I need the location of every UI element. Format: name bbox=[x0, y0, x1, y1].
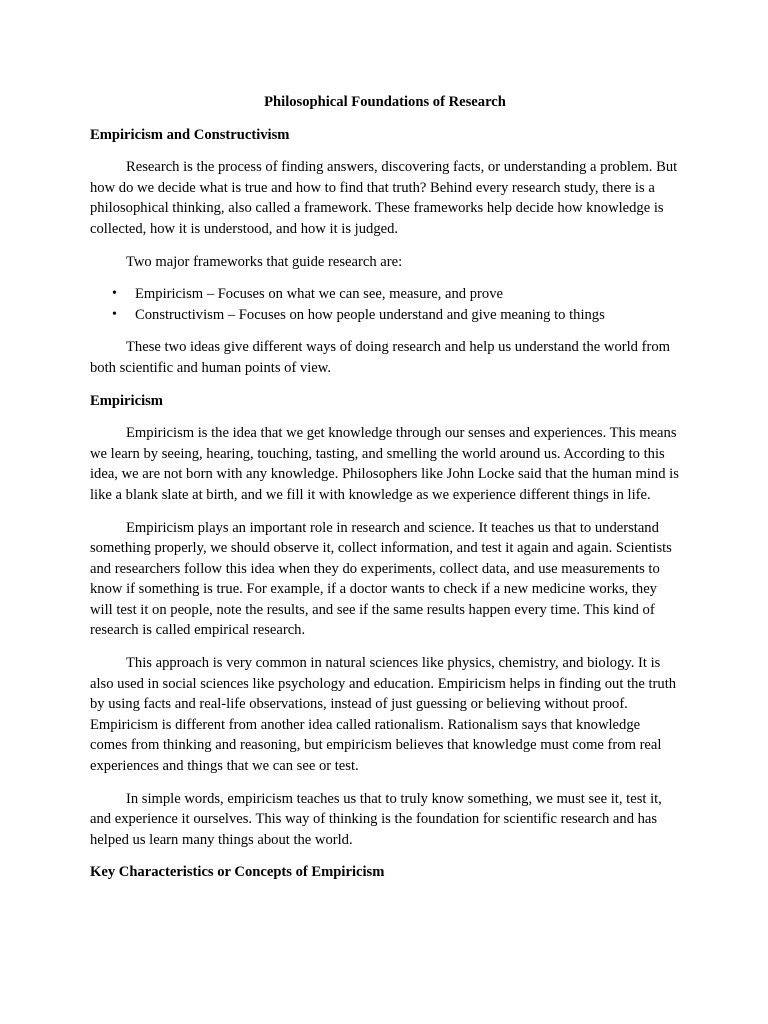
frameworks-list bbox=[90, 284, 680, 325]
frameworks-closing-paragraph: These two ideas give different ways of doing research and help us understand the world from both scientific and human points of view. bbox=[90, 339, 670, 376]
bullet-icon: • bbox=[112, 286, 117, 302]
document-title: Philosophical Foundations of Research bbox=[264, 94, 506, 110]
list-item-text: Empiricism – Focuses on what we can see, measure, and prove bbox=[135, 286, 503, 303]
section-heading-empiricism-and-constructivism: Empiricism and Constructivism bbox=[90, 126, 290, 143]
list-item-text: Constructivism – Focuses on how people understand and give meaning to things bbox=[135, 306, 605, 323]
empiricism-paragraph-3: This approach is very common in natural sciences like physics, chemistry, and biology. It is also used in social sciences like psychology and education. Empiricism helps in finding out the truth by using facts and real-life observations, instead of just guessing or believing without proof. Empiricism is different from another idea called rationalism. Rationalism says that knowledge comes from thinking and reasoning, but empiricism believes that knowledge must come from real experiences and things that we can see or test. bbox=[90, 655, 677, 775]
section-heading-empiricism: Empiricism bbox=[90, 392, 163, 409]
bullet-icon: • bbox=[112, 306, 117, 322]
intro-paragraph: Research is the process of finding answers, discovering facts, or understanding a problem. But how do we decide what is true and how to find that truth? Behind every research study, there is a philosophical thinking, also called a framework. These frameworks help decide how knowledge is collected, how it is understood, and how it is judged. bbox=[90, 159, 678, 237]
document-body bbox=[90, 92, 680, 883]
list-item bbox=[90, 284, 680, 305]
list-item bbox=[90, 305, 680, 326]
section-heading-key-characteristics: Key Characteristics or Concepts of Empiricism bbox=[90, 864, 385, 881]
frameworks-lead-paragraph: Two major frameworks that guide research are: bbox=[126, 253, 403, 270]
empiricism-paragraph-4: In simple words, empiricism teaches us that to truly know something, we must see it, test it, and experience it ourselves. This way of thinking is the foundation for scientific research and has helped us learn many things about the world. bbox=[90, 790, 662, 848]
empiricism-paragraph-2: Empiricism plays an important role in research and science. It teaches us that to understand something properly, we should observe it, collect information, and test it again and again. Scientists and researchers follow this idea when they do experiments, collect data, and use measurements to know if something is true. For example, if a doctor wants to check if a new medicine works, they will test it on people, note the results, and see if the same results happen every time. This kind of research is called empirical research. bbox=[90, 519, 672, 639]
empiricism-paragraph-1: Empiricism is the idea that we get knowledge through our senses and experiences. This means we learn by seeing, hearing, touching, tasting, and smelling the world around us. According to this idea, we are not born with any knowledge. Philosophers like John Locke said that the human mind is like a blank slate at birth, and we fill it with knowledge as we experience different things in life. bbox=[90, 425, 679, 503]
